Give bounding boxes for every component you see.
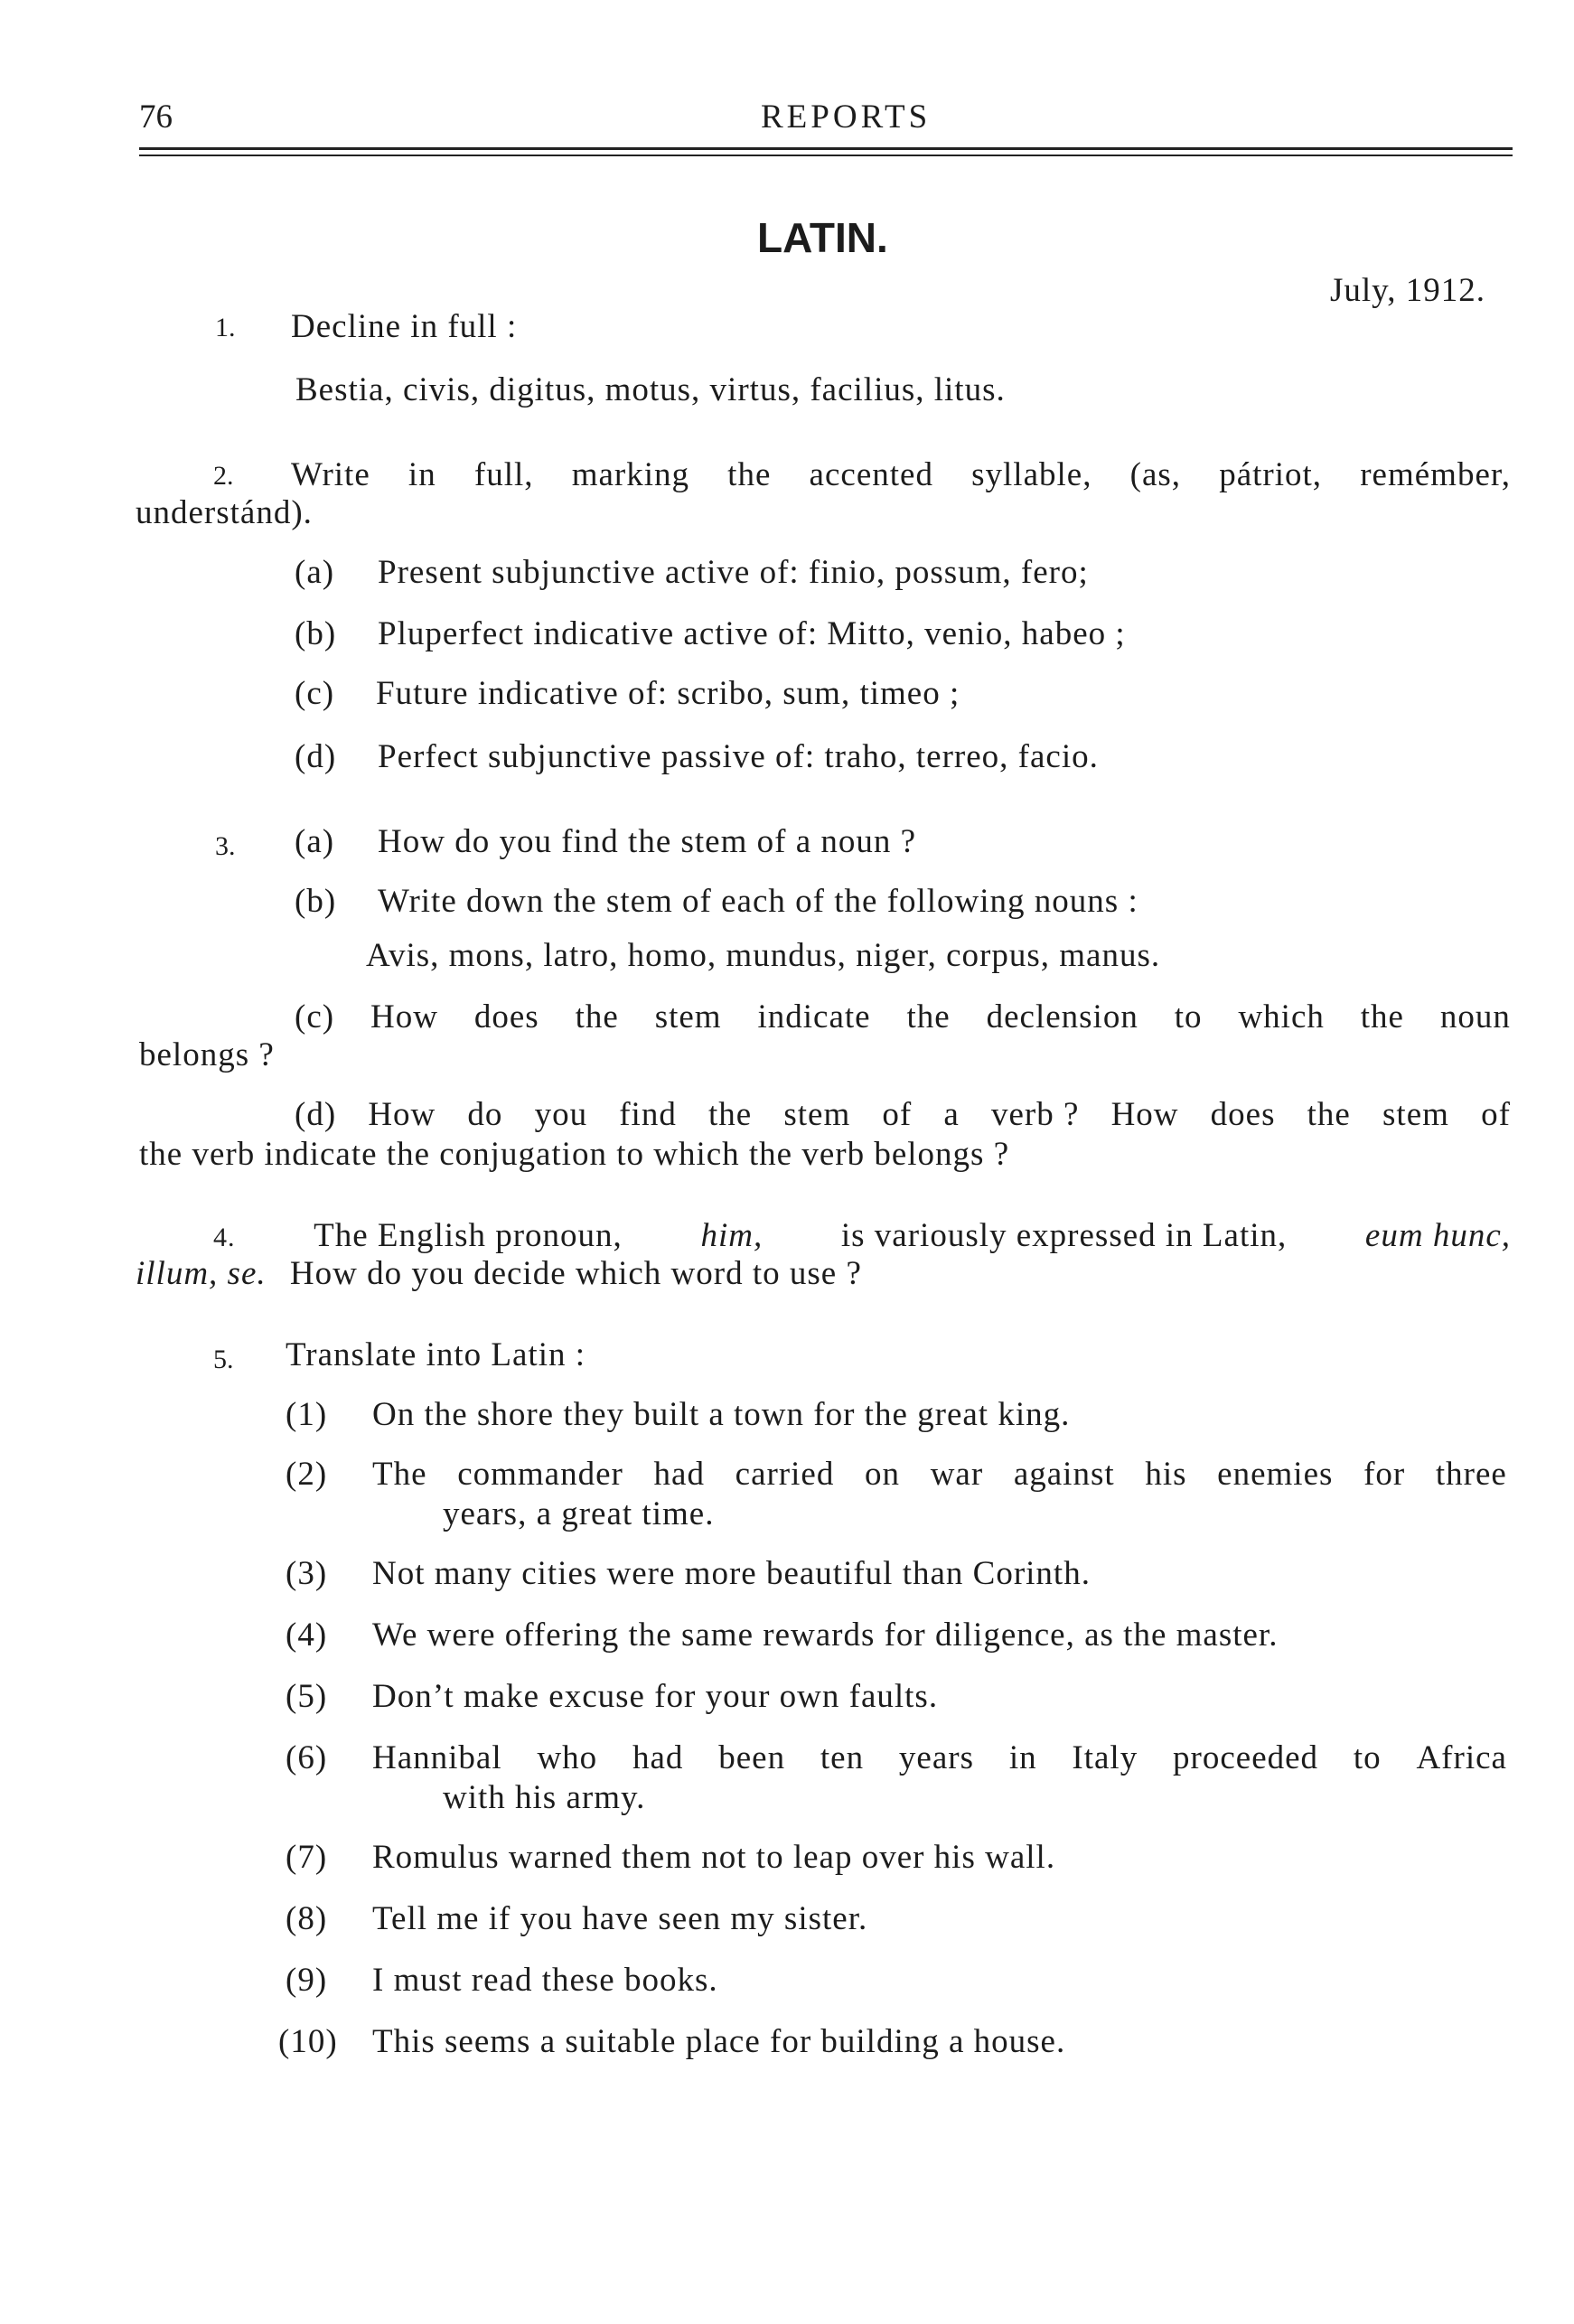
word: had (632, 1739, 684, 1776)
question-5-item-9-label: (9) (286, 1962, 328, 1999)
question-4-number: 4. (213, 1223, 236, 1252)
question-4-pronoun: him, (700, 1217, 764, 1254)
word: against (1013, 1456, 1115, 1493)
question-5-item-4-text: We were offering the same rewards for diligence, as the master. (372, 1616, 1279, 1654)
question-5-item-3-label: (3) (286, 1555, 328, 1592)
word: Hannibal (372, 1739, 502, 1776)
question-5-item-10-label: (10) (278, 2023, 338, 2060)
question-5-item-4-label: (4) (286, 1616, 328, 1654)
word: declension (986, 998, 1138, 1035)
word: ten (820, 1739, 865, 1776)
word: been (718, 1739, 786, 1776)
question-5-item-1-text: On the shore they built a town for the great king. (372, 1396, 1071, 1433)
word: Africa (1416, 1739, 1507, 1776)
question-3-a-text: How do you find the stem of a noun ? (378, 823, 917, 860)
word: the (708, 1096, 753, 1133)
word: enemies (1217, 1456, 1334, 1493)
word: you (534, 1096, 588, 1133)
word: which (1238, 998, 1325, 1035)
word: the (1360, 998, 1404, 1035)
question-4-line2-forms: illum, se. (136, 1255, 267, 1292)
word: does (1210, 1096, 1276, 1133)
question-5-item-6-label: (6) (286, 1739, 328, 1776)
question-5-item-7-label: (7) (286, 1839, 328, 1876)
word: his (1145, 1456, 1187, 1493)
word: (d) (295, 1096, 337, 1133)
question-2-number: 2. (213, 461, 234, 491)
question-3-d-line2: the verb indicate the conjugation to which the verb belongs ? (139, 1136, 1010, 1173)
question-3-a-label: (a) (295, 823, 335, 860)
page-title: LATIN. (757, 214, 888, 261)
question-4-latin-forms: eum hunc, (1364, 1217, 1511, 1254)
word: three (1435, 1456, 1507, 1493)
word: Italy (1072, 1739, 1138, 1776)
header-rule-bottom (139, 155, 1513, 156)
word: How (1110, 1096, 1179, 1133)
word: remémber, (1360, 456, 1511, 493)
question-4-line2 (136, 1254, 862, 1293)
question-3-c-line2: belongs ? (139, 1036, 275, 1073)
word: in (1008, 1739, 1037, 1776)
word: the (1307, 1096, 1351, 1133)
word: Write (291, 456, 370, 493)
question-5-prompt: Translate into Latin : (286, 1336, 586, 1373)
word: the (906, 998, 951, 1035)
question-3-b-label: (b) (295, 883, 337, 920)
word: syllable, (971, 456, 1092, 493)
question-2-d-text: Perfect subjunctive passive of: traho, terreo, facio. (378, 738, 1099, 775)
question-5-item-10-text: This seems a suitable place for building a house. (372, 2023, 1066, 2060)
question-3-d-line1 (295, 1095, 1511, 1134)
question-1-prompt: Decline in full : (291, 308, 518, 345)
word: verb ? (990, 1096, 1080, 1133)
question-5-item-2-label: (2) (286, 1456, 328, 1493)
word: who (537, 1739, 598, 1776)
word: of (882, 1096, 913, 1133)
word: accented (809, 456, 933, 493)
question-1-words: Bestia, civis, digitus, motus, virtus, facilius, litus. (295, 371, 1006, 408)
question-2-c-label: (c) (295, 675, 335, 712)
question-2-intro-line2: understánd). (136, 494, 313, 531)
question-5-item-3-text: Not many cities were more beautiful than Corinth. (372, 1555, 1091, 1592)
word: stem (1382, 1096, 1449, 1133)
word: find (619, 1096, 677, 1133)
word: full, (473, 456, 534, 493)
word: of (1481, 1096, 1511, 1133)
page-number: 76 (139, 98, 173, 136)
question-5-item-1-label: (1) (286, 1396, 328, 1433)
word: war (930, 1456, 984, 1493)
question-5-item-9-text: I must read these books. (372, 1962, 718, 1999)
word: (as, (1129, 456, 1182, 493)
word: How (370, 998, 438, 1035)
question-2-b-label: (b) (295, 615, 337, 652)
word: in (408, 456, 436, 493)
word: stem (783, 1096, 851, 1133)
question-5-item-7-text: Romulus warned them not to leap over his wall. (372, 1839, 1056, 1876)
question-5-item-6-line1 (372, 1738, 1507, 1777)
question-5-item-5-label: (5) (286, 1678, 328, 1715)
question-4-prefix: The English pronoun, (314, 1217, 623, 1254)
word: the (575, 998, 619, 1035)
question-5-item-8-text: Tell me if you have seen my sister. (372, 1900, 868, 1937)
word: How (368, 1096, 436, 1133)
word: (c) (295, 998, 335, 1035)
question-3-b-text: Write down the stem of each of the following nouns : (378, 883, 1138, 920)
question-5-number: 5. (213, 1345, 234, 1374)
question-5-item-5-text: Don’t make excuse for your own faults. (372, 1678, 939, 1715)
header-rule-top (139, 147, 1513, 150)
question-1-number: 1. (215, 313, 236, 342)
word: had (653, 1456, 705, 1493)
word: to (1174, 998, 1203, 1035)
word: for (1363, 1456, 1406, 1493)
question-2-a-text: Present subjunctive active of: finio, possum, fero; (378, 554, 1089, 591)
word: to (1353, 1739, 1382, 1776)
question-2-d-label: (d) (295, 738, 337, 775)
question-5-item-6-line2: with his army. (443, 1779, 646, 1816)
question-4-line1 (213, 1216, 1511, 1255)
word: indicate (757, 998, 871, 1035)
exam-date: July, 1912. (1330, 272, 1486, 309)
word: pátriot, (1219, 456, 1323, 493)
question-5-item-2-line1 (372, 1455, 1507, 1494)
question-3-c-line1 (295, 998, 1511, 1036)
word: the (727, 456, 772, 493)
word: proceeded (1173, 1739, 1319, 1776)
question-2-c-text: Future indicative of: scribo, sum, timeo ; (376, 675, 960, 712)
question-4-middle: is variously expressed in Latin, (840, 1217, 1288, 1254)
question-2-a-label: (a) (295, 554, 335, 591)
question-3-b-nouns: Avis, mons, latro, homo, mundus, niger, corpus, manus. (366, 937, 1161, 974)
question-5-item-2-line2: years, a great time. (443, 1495, 715, 1532)
question-4-line2-rest: How do you decide which word to use ? (289, 1255, 862, 1292)
question-3-number: 3. (215, 831, 236, 861)
running-head: REPORTS (761, 98, 932, 136)
word: marking (571, 456, 689, 493)
word: do (467, 1096, 503, 1133)
word: commander (457, 1456, 623, 1493)
question-2-b-text: Pluperfect indicative active of: Mitto, venio, habeo ; (378, 615, 1126, 652)
question-5-item-8-label: (8) (286, 1900, 328, 1937)
word: on (865, 1456, 901, 1493)
word: years (898, 1739, 974, 1776)
word: The (372, 1456, 427, 1493)
word: does (473, 998, 539, 1035)
word: carried (735, 1456, 835, 1493)
word: stem (654, 998, 722, 1035)
question-2-intro-line1 (291, 455, 1511, 494)
word: noun (1439, 998, 1511, 1035)
word: a (943, 1096, 960, 1133)
